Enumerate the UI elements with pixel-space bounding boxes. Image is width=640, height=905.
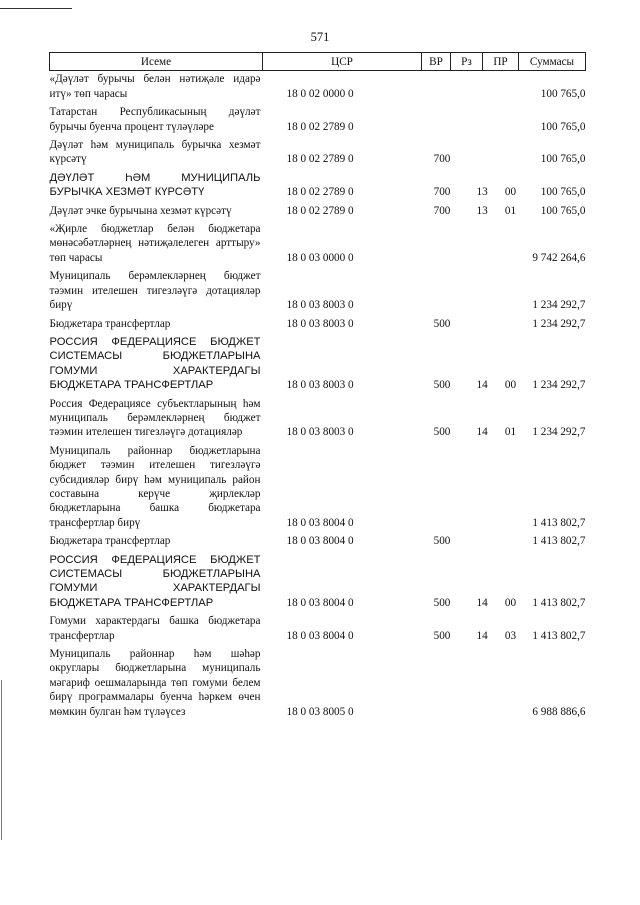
row-pr-cell: 00: [504, 596, 517, 609]
row-pr-cell: [483, 443, 519, 533]
row-rz-cell: [451, 533, 483, 551]
row-sum-cell: 1 413 802,7: [532, 516, 586, 529]
row-name-cell: РОССИЯ ФЕДЕРАЦИЯСЕ БЮДЖЕТ СИСТЕМАСЫ БЮДЖЕТЛАРЫНА ГОМУМИ ХАРАКТЕРДАГЫ БЮДЖЕТАРА ТРАНСФЕРТЛАР: [49, 335, 261, 392]
row-rz-cell: 14: [476, 426, 488, 439]
row-csr-cell: 18 0 03 8003 0: [286, 299, 354, 312]
header-sum: Суммасы: [519, 53, 586, 71]
row-pr-cell: [483, 104, 519, 137]
row-sum-cell: 100 765,0: [540, 186, 586, 199]
row-pr-cell: 01: [504, 426, 517, 439]
row-rz-cell: [451, 104, 483, 137]
row-vr-cell: 500: [433, 317, 451, 330]
row-vr-cell: 700: [433, 204, 451, 217]
row-name-cell: Бюджетара трансфертлар: [49, 535, 171, 548]
row-sum-cell: 1 413 802,7: [532, 629, 586, 642]
row-name-cell: Гомуми характердагы башка бюджетара трансфертлар: [49, 615, 261, 642]
header-vr: ВР: [422, 53, 451, 71]
table-row: [50, 443, 586, 533]
row-vr-cell: [422, 646, 451, 722]
row-csr-cell: 18 0 02 2789 0: [286, 204, 354, 217]
table-row: [50, 268, 586, 315]
row-rz-cell: 13: [476, 186, 488, 199]
row-csr-cell: 18 0 02 2789 0: [286, 153, 354, 166]
table-row: [50, 396, 586, 443]
row-name-cell: Татарстан Республикасының дәүләт бурычы буенча процент түләүләре: [49, 106, 261, 133]
table-row: [50, 170, 586, 203]
row-vr-cell: 500: [433, 596, 451, 609]
row-pr-cell: [483, 71, 519, 104]
row-name-cell: Бюджетара трансфертлар: [49, 317, 171, 330]
row-name-cell: «Дәүләт бурычы белән нәтиҗәле идарә итү» төп чарасы: [49, 73, 261, 100]
row-pr-cell: 00: [504, 379, 517, 392]
table-row: [50, 334, 586, 396]
row-name-cell: РОССИЯ ФЕДЕРАЦИЯСЕ БЮДЖЕТ СИСТЕМАСЫ БЮДЖЕТЛАРЫНА ГОМУМИ ХАРАКТЕРДАГЫ БЮДЖЕТАРА ТРАНСФЕРТЛАР: [49, 553, 261, 609]
row-sum-cell: 1 413 802,7: [532, 596, 586, 609]
row-vr-cell: 700: [433, 186, 451, 199]
row-rz-cell: 13: [476, 204, 488, 217]
row-rz-cell: [451, 443, 483, 533]
table-row: [50, 316, 586, 334]
row-name-cell: «Җирле бюджетлар белән бюджетара мөнәсәбәтләрнең нәтиҗәлелеген арттыру» төп чарасы: [49, 223, 261, 264]
row-rz-cell: [451, 221, 483, 268]
row-vr-cell: [422, 221, 451, 268]
row-sum-cell: 1 234 292,7: [532, 299, 586, 312]
table-row: [50, 221, 586, 268]
row-name-cell: Муниципаль берәмлекләрнең бюджет тәэмин ителешен тигезләүгә дотацияләр бирү: [49, 270, 261, 312]
page-number: 571: [310, 30, 330, 44]
row-name-cell: ДӘҮЛӘТ ҺӘМ МУНИЦИПАЛЬ БУРЫЧКА ХЕЗМӘТ КҮРСӘТҮ: [49, 171, 261, 199]
row-vr-cell: [422, 268, 451, 315]
row-csr-cell: 18 0 02 2789 0: [286, 186, 354, 199]
row-vr-cell: 700: [433, 153, 451, 166]
row-rz-cell: [451, 316, 483, 334]
row-rz-cell: [451, 646, 483, 722]
row-sum-cell: 6 988 886,6: [532, 705, 586, 718]
row-vr-cell: 500: [433, 426, 451, 439]
row-rz-cell: 14: [476, 629, 488, 642]
row-csr-cell: 18 0 03 8004 0: [286, 596, 354, 609]
row-sum-cell: 100 765,0: [540, 120, 586, 133]
table-header-row: [50, 53, 586, 71]
row-sum-cell: 100 765,0: [540, 153, 586, 166]
row-sum-cell: 1 234 292,7: [532, 317, 586, 330]
row-name-cell: Дәүләт һәм муниципаль бурычка хезмәт күрсәтү: [49, 139, 261, 166]
budget-table: [49, 52, 586, 722]
header-csr: ЦСР: [263, 53, 422, 71]
row-csr-cell: 18 0 03 8004 0: [286, 535, 354, 548]
row-vr-cell: [422, 71, 451, 104]
table-row: [50, 613, 586, 646]
row-csr-cell: 18 0 03 8003 0: [286, 317, 354, 330]
table-body: [50, 71, 586, 722]
row-rz-cell: [451, 137, 483, 170]
row-pr-cell: [483, 221, 519, 268]
row-pr-cell: 01: [504, 204, 517, 217]
row-csr-cell: 18 0 03 8004 0: [286, 629, 354, 642]
row-rz-cell: 14: [476, 596, 488, 609]
table-row: [50, 552, 586, 614]
row-sum-cell: 1 413 802,7: [532, 535, 586, 548]
row-csr-cell: 18 0 03 8003 0: [286, 379, 354, 392]
row-name-cell: Муниципаль районнар бюджетларына бюджет тәэмин ителешен тигезләүгә субсидияләр бирү һәм муниципаль район составына керүче җирлекләр бюджетларына башка бюджетара трансфертлар бирү: [49, 444, 261, 529]
row-sum-cell: 100 765,0: [540, 204, 586, 217]
row-pr-cell: [483, 646, 519, 722]
row-name-cell: Муниципаль районнар һәм шәһәр округлары бюджетларына муниципаль мәгариф оешмаларында төп гомуми белем бирү программалары буенча һәркем өчен мөмкин булган һәм түләүсез: [49, 648, 261, 718]
row-pr-cell: [483, 268, 519, 315]
table-row: [50, 203, 586, 221]
header-name: Исеме: [50, 53, 263, 71]
row-sum-cell: 100 765,0: [540, 87, 586, 100]
row-vr-cell: 500: [433, 629, 451, 642]
header-rz: Рз: [451, 53, 483, 71]
row-sum-cell: 9 742 264,6: [532, 251, 586, 264]
table-row: [50, 71, 586, 104]
row-vr-cell: 500: [433, 535, 451, 548]
row-rz-cell: [451, 71, 483, 104]
row-name-cell: Россия Федерациясе субъектларының һәм муниципаль берәмлекләрнең бюджет тәэмин ителешен тигезләүгә дотацияләр: [49, 397, 261, 439]
table-row: [50, 533, 586, 551]
row-vr-cell: 500: [433, 379, 451, 392]
row-vr-cell: [422, 443, 451, 533]
row-pr-cell: [483, 533, 519, 551]
row-sum-cell: 1 234 292,7: [532, 379, 586, 392]
row-vr-cell: [422, 104, 451, 137]
row-csr-cell: 18 0 03 8005 0: [286, 705, 354, 718]
row-csr-cell: 18 0 02 2789 0: [286, 120, 354, 133]
table-row: [50, 137, 586, 170]
row-sum-cell: 1 234 292,7: [532, 426, 586, 439]
row-pr-cell: [483, 316, 519, 334]
row-pr-cell: 03: [504, 629, 517, 642]
table-row: [50, 104, 586, 137]
row-rz-cell: [451, 268, 483, 315]
row-pr-cell: 00: [504, 186, 517, 199]
row-csr-cell: 18 0 03 8004 0: [286, 516, 354, 529]
header-rule: [0, 8, 72, 9]
row-name-cell: Дәүләт эчке бурычына хезмәт күрсәтү: [49, 204, 232, 217]
row-pr-cell: [483, 137, 519, 170]
scan-edge-mark: [1, 680, 2, 840]
row-csr-cell: 18 0 03 0000 0: [286, 251, 354, 264]
row-rz-cell: 14: [476, 379, 488, 392]
header-pr: ПР: [483, 53, 519, 71]
row-csr-cell: 18 0 03 8003 0: [286, 426, 354, 439]
row-csr-cell: 18 0 02 0000 0: [286, 87, 354, 100]
table-row: [50, 646, 586, 722]
